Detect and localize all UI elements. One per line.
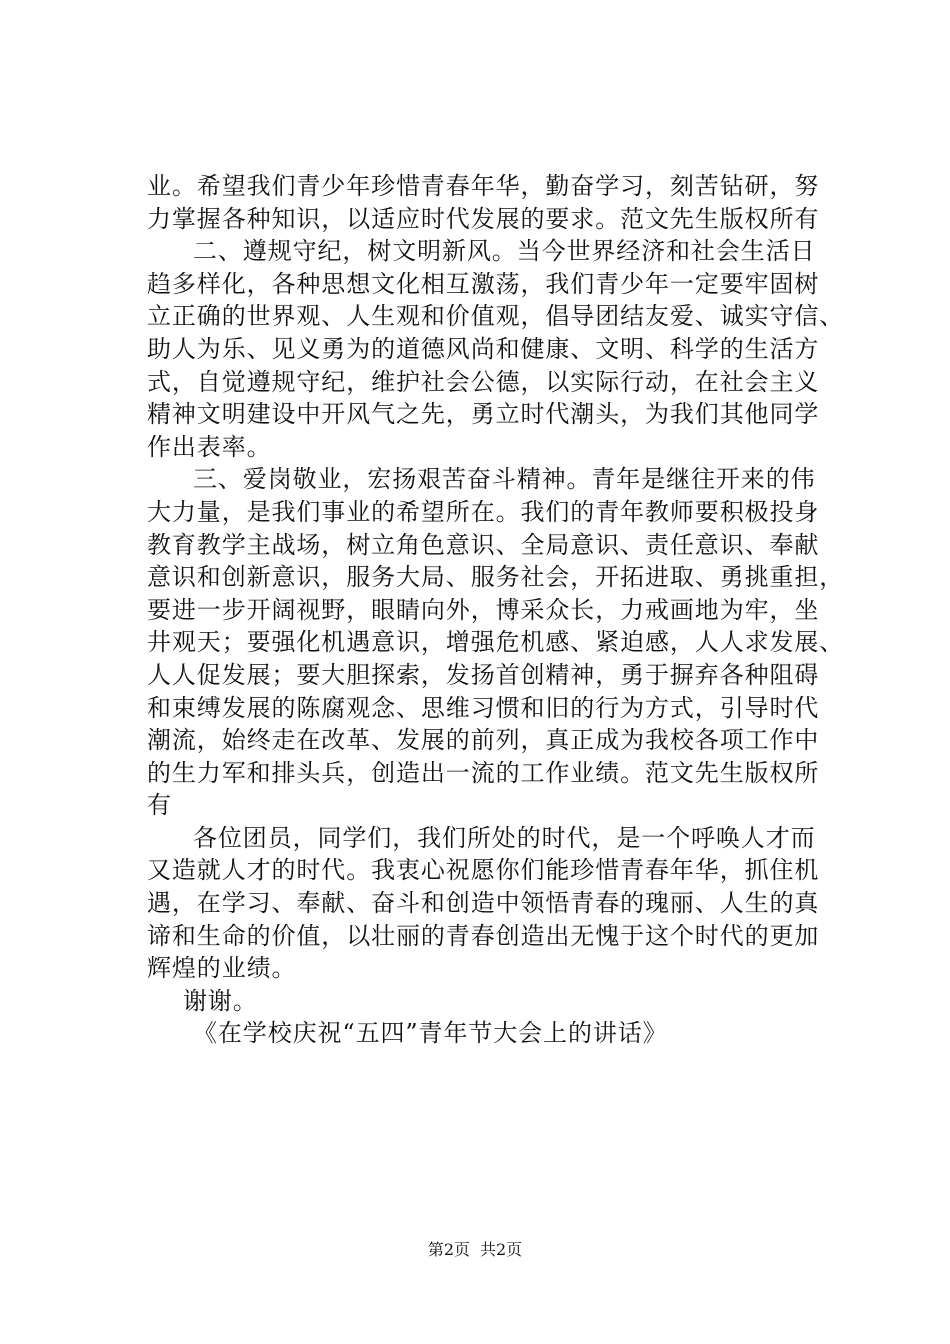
text-line: 人人促发展；要大胆探索，发扬首创精神，勇于摒弃各种阻碍 [147, 660, 820, 689]
text-line: 有 [147, 791, 172, 820]
text-line: 的生力军和排头兵，创造出一流的工作业绩。范文先生版权所 [147, 758, 820, 787]
text-line: 各位团员，同学们，我们所处的时代，是一个呼唤人才而 [193, 823, 816, 852]
text-line: 潮流，始终走在改革、发展的前列，真正成为我校各项工作中 [147, 726, 820, 755]
text-line: 立正确的世界观、人生观和价值观，倡导团结友爱、诚实守信、 [147, 302, 845, 331]
text-line: 助人为乐、见义勇为的道德风尚和健康、文明、科学的生活方 [147, 334, 820, 363]
document-body [147, 170, 845, 1050]
text-line: 三、爱岗敬业，宏扬艰苦奋斗精神。青年是继往开来的伟 [193, 465, 816, 494]
text-line: 辉煌的业绩。 [147, 954, 297, 983]
text-line: 精神文明建设中开风气之先，勇立时代潮头，为我们其他同学 [147, 400, 820, 429]
text-line: 意识和创新意识，服务大局、服务社会，开拓进取、勇挑重担， [147, 563, 845, 592]
text-line: 遇，在学习、奉献、奋斗和创造中领悟青春的瑰丽、人生的真 [147, 889, 820, 918]
text-line: 二、遵规守纪，树文明新风。当今世界经济和社会生活日 [193, 237, 816, 266]
text-line: 和束缚发展的陈腐观念、思维习惯和旧的行为方式，引导时代 [147, 693, 820, 722]
text-line: 教育教学主战场，树立角色意识、全局意识、责任意识、奉献 [147, 530, 820, 559]
text-line: 大力量，是我们事业的希望所在。我们的青年教师要积极投身 [147, 497, 820, 526]
text-line: 井观天；要强化机遇意识，增强危机感、紧迫感，人人求发展、 [147, 628, 845, 657]
page-total: 共2页 [480, 1240, 523, 1259]
document-title-line: 《在学校庆祝“五四”青年节大会上的讲话》 [193, 1019, 668, 1048]
text-line: 业。希望我们青少年珍惜青春年华，勤奋学习，刻苦钻研，努 [147, 172, 820, 200]
text-line: 要进一步开阔视野，眼睛向外，博采众长，力戒画地为牢，坐 [147, 595, 820, 624]
text-line: 又造就人才的时代。我衷心祝愿你们能珍惜青春年华，抓住机 [147, 856, 820, 885]
text-line: 式，自觉遵规守纪，维护社会公德，以实际行动，在社会主义 [147, 367, 820, 396]
text-line: 力掌握各种知识，以适应时代发展的要求。范文先生版权所有 [147, 204, 820, 233]
page-number: 第2页 [427, 1240, 470, 1259]
text-line: 谢谢。 [183, 986, 258, 1015]
page-footer [0, 1239, 950, 1261]
text-line: 作出表率。 [147, 432, 272, 461]
text-line: 谛和生命的价值，以壮丽的青春创造出无愧于这个时代的更加 [147, 921, 820, 950]
text-line: 趋多样化，各种思想文化相互激荡，我们青少年一定要牢固树 [147, 269, 820, 298]
